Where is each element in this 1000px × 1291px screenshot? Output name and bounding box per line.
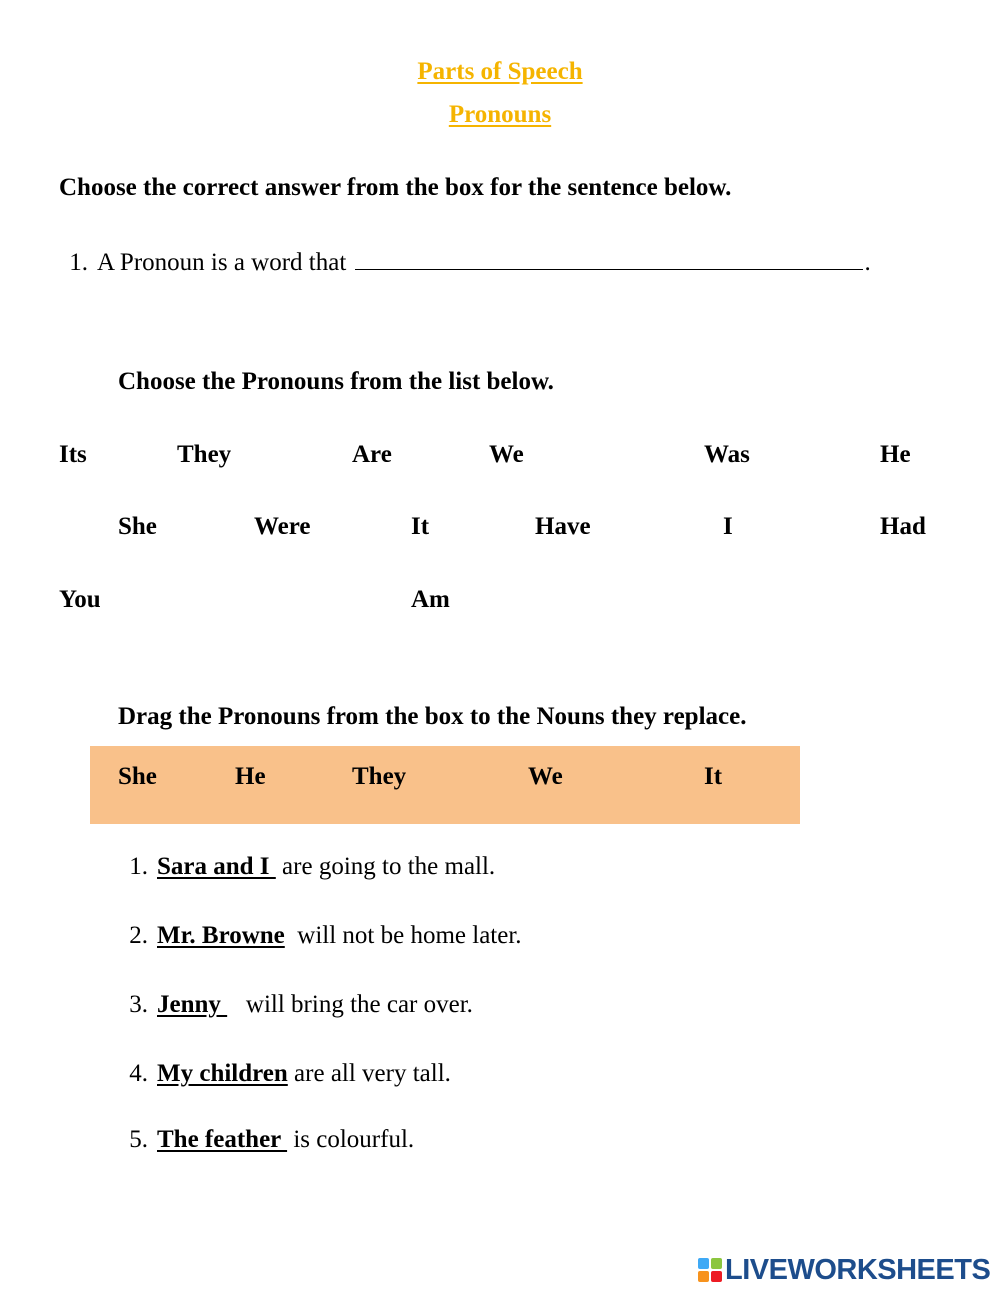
item-rest: are going to the mall. xyxy=(282,853,496,880)
pronoun-option[interactable]: They xyxy=(177,441,232,468)
page-title: Parts of Speech xyxy=(417,58,583,85)
noun-item xyxy=(118,922,522,950)
pronoun-option[interactable]: I xyxy=(723,513,733,540)
item-number: 3. xyxy=(129,991,148,1018)
item-number: 1. xyxy=(129,853,148,880)
pronoun-option[interactable]: Have xyxy=(535,513,591,540)
pronoun-option[interactable]: Am xyxy=(411,586,450,613)
pronoun-option[interactable]: Were xyxy=(254,513,311,540)
instruction-2: Choose the Pronouns from the list below. xyxy=(118,368,554,395)
item-number: 2. xyxy=(129,922,148,949)
noun-drop-target[interactable]: Sara and I xyxy=(157,853,276,880)
page-subtitle: Pronouns xyxy=(448,101,552,128)
noun-item xyxy=(118,1060,451,1088)
noun-item xyxy=(118,1126,414,1154)
instruction-3: Drag the Pronouns from the box to the Nouns they replace. xyxy=(118,703,747,730)
pronoun-option[interactable]: It xyxy=(411,513,430,540)
draggable-pronoun[interactable]: She xyxy=(118,763,157,790)
liveworksheets-logo xyxy=(698,1252,990,1288)
pronoun-option[interactable]: She xyxy=(118,513,157,540)
liveworksheets-logo-icon xyxy=(698,1258,722,1282)
pronoun-option[interactable]: Its xyxy=(59,441,87,468)
pronoun-drag-box xyxy=(90,746,800,824)
draggable-pronoun[interactable]: It xyxy=(704,763,723,790)
pronoun-option[interactable]: Had xyxy=(880,513,926,540)
question-text: A Pronoun is a word that xyxy=(97,249,347,276)
noun-drop-target[interactable]: Jenny xyxy=(157,991,228,1018)
item-rest: are all very tall. xyxy=(294,1060,451,1087)
draggable-pronoun[interactable]: They xyxy=(352,763,407,790)
pronoun-option[interactable]: Are xyxy=(352,441,392,468)
item-number: 4. xyxy=(129,1060,148,1087)
pronoun-option[interactable]: He xyxy=(880,441,911,468)
noun-drop-target[interactable]: My children xyxy=(157,1060,288,1087)
question-end: . xyxy=(864,249,871,276)
instruction-1: Choose the correct answer from the box for the sentence below. xyxy=(59,174,732,201)
question-number: 1. xyxy=(69,249,88,276)
pronoun-option[interactable]: Was xyxy=(704,441,750,468)
draggable-pronoun[interactable]: We xyxy=(528,763,563,790)
item-rest: is colourful. xyxy=(293,1126,415,1153)
noun-item xyxy=(118,853,495,881)
draggable-pronoun[interactable]: He xyxy=(235,763,266,790)
noun-item xyxy=(118,991,473,1019)
noun-drop-target[interactable]: Mr. Browne xyxy=(157,922,285,949)
answer-blank[interactable] xyxy=(355,268,863,270)
question-1 xyxy=(58,249,871,277)
item-rest: will not be home later. xyxy=(297,922,522,949)
pronoun-option[interactable]: We xyxy=(489,441,524,468)
item-number: 5. xyxy=(129,1126,148,1153)
pronoun-option[interactable]: You xyxy=(59,586,101,613)
noun-drop-target[interactable]: The feather xyxy=(157,1126,288,1153)
logo-text: LIVEWORKSHEETS xyxy=(725,1253,991,1286)
item-rest: will bring the car over. xyxy=(245,991,473,1018)
